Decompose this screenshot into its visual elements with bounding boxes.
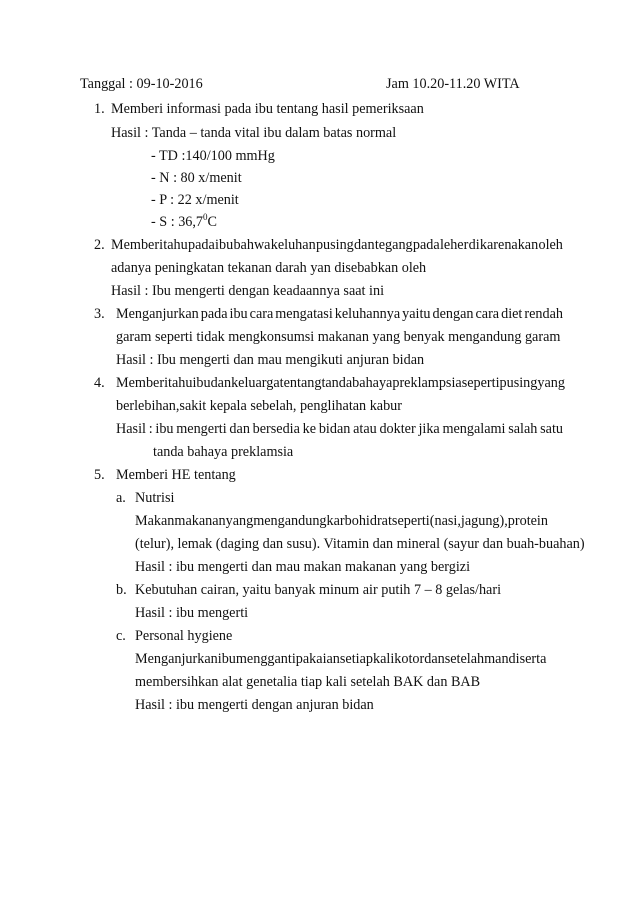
item-1-result: Hasil : Tanda – tanda vital ibu dalam batas normal (111, 125, 397, 141)
item-4-result-1: Hasil : ibu mengerti dan bersedia ke bidan atau dokter jika mengalami salah satu (116, 421, 563, 437)
item-5-number: 5. (94, 467, 105, 483)
item-2-line-2: adanya peningkatan tekanan darah yan disebabkan oleh (111, 260, 427, 276)
item-3-result: Hasil : Ibu mengerti dan mau mengikuti anjuran bidan (116, 352, 425, 368)
item-5c-line-1: Menganjurkan ibu mengganti pakaian setiap kali kotor dan setelah mandi serta (135, 651, 547, 667)
vital-s: - S : 36,7$^0$C (151, 212, 217, 230)
item-5-text: Memberi HE tentang (116, 467, 236, 483)
item-3-line-2: garam seperti tidak mengkonsumsi makanan yang benyak mengandung garam (116, 329, 561, 345)
item-1-text: Memberi informasi pada ibu tentang hasil pemeriksaan (111, 101, 424, 117)
item-4-number: 4. (94, 375, 105, 391)
item-5a-letter: a. (116, 490, 126, 506)
vital-td: - TD :140/100 mmHg (151, 148, 275, 164)
item-1-number: 1. (94, 101, 105, 117)
item-5b-title: Kebutuhan cairan, yaitu banyak minum air putih 7 – 8 gelas/hari (135, 582, 502, 598)
vital-p: - P : 22 x/menit (151, 192, 239, 208)
item-2-line-1: Memberi tahu pada ibu bahwa keluhan pusing dan tegang pada leher di karenakan oleh (111, 237, 563, 253)
item-4-line-2: berlebihan,sakit kepala sebelah, penglihatan kabur (116, 398, 403, 414)
date-label: Tanggal : 09-10-2016 (80, 76, 203, 92)
item-5b-result: Hasil : ibu mengerti (135, 605, 249, 621)
vital-n: - N : 80 x/menit (151, 170, 242, 186)
item-4-result-2: tanda bahaya preklamsia (153, 444, 294, 460)
time-label: Jam 10.20-11.20 WITA (386, 76, 520, 92)
item-5a-title: Nutrisi (135, 490, 175, 506)
item-5c-line-2: membersihkan alat genetalia tiap kali setelah BAK dan BAB (135, 674, 481, 690)
item-5b-letter: b. (116, 582, 127, 598)
item-5a-line-1: Makan makanan yang mengandung karbohidrat seperti (nasi, jagung), protein (135, 513, 548, 529)
item-5a-result: Hasil : ibu mengerti dan mau makan makanan yang bergizi (135, 559, 471, 575)
item-5c-result: Hasil : ibu mengerti dengan anjuran bidan (135, 697, 374, 713)
item-2-number: 2. (94, 237, 105, 253)
item-5a-line-2: (telur), lemak (daging dan susu). Vitamin dan mineral (sayur dan buah-buahan) (135, 536, 585, 552)
item-3-line-1: Menganjurkan pada ibu cara mengatasi keluhannya yaitu dengan cara diet rendah (116, 306, 563, 322)
item-5c-title: Personal hygiene (135, 628, 233, 644)
item-5c-letter: c. (116, 628, 126, 644)
item-2-result: Hasil : Ibu mengerti dengan keadaannya saat ini (111, 283, 385, 299)
item-4-line-1: Memberitahu ibu dan keluarga tentang tanda bahaya preklampsia seperti pusing yang (116, 375, 565, 391)
item-3-number: 3. (94, 306, 105, 322)
